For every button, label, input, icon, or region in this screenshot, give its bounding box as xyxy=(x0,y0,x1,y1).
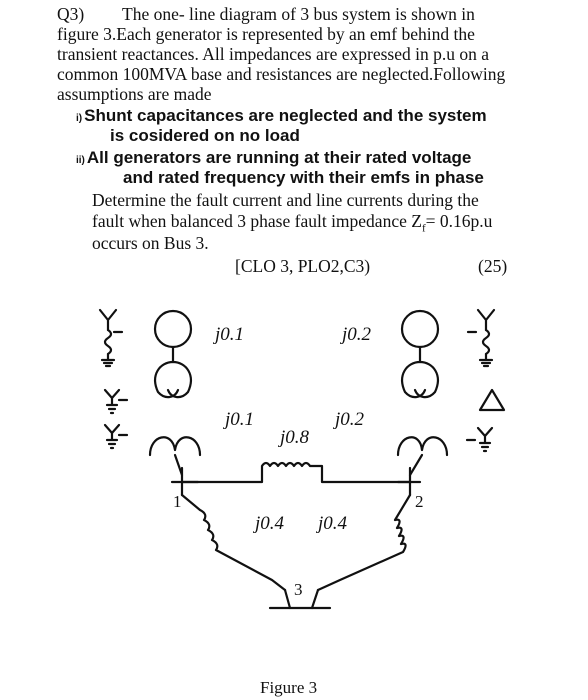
question-line-4: common 100MVA base and resistances are neglected.Following xyxy=(57,64,506,84)
left-generator-icon xyxy=(155,311,191,347)
bus-3-label: 3 xyxy=(294,580,303,599)
right-transformer-icon xyxy=(398,362,447,455)
fault-subscript: f xyxy=(421,222,426,235)
clo-tag: [CLO 3, PLO2,C3) xyxy=(235,256,371,276)
line-12-reactance: j0.8 xyxy=(280,427,310,448)
task-line-1: Determine the fault current and line currents during the xyxy=(92,190,479,210)
question-line-3: transient reactances. All impedances are expressed in p.u on a xyxy=(57,44,489,64)
left-gen-ground-icon xyxy=(100,310,122,366)
task-line-2: fault when balanced 3 phase fault impedance $Z_f= 0.16p.u$ xyxy=(92,211,493,235)
tx-right-reactance: j0.2 xyxy=(335,409,365,430)
question-line-1: The one- line diagram of 3 bus system is shown in xyxy=(122,4,475,24)
question-line-5: assumptions are made xyxy=(57,84,212,104)
tx-to-bus1 xyxy=(175,455,182,475)
delta-icon xyxy=(480,390,504,410)
task-line-3: occurs on Bus 3. xyxy=(92,233,209,253)
question-line-2: figure 3.Each generator is represented by an emf behind the xyxy=(57,24,475,44)
gen-right-reactance: j0.2 xyxy=(342,324,372,345)
tx-to-bus2 xyxy=(410,455,422,475)
figure-caption: Figure 3 xyxy=(260,678,318,697)
question-number: Q3) xyxy=(57,4,85,24)
right-tx-winding-icon xyxy=(467,428,492,451)
line-13-reactance: j0.4 xyxy=(255,513,285,534)
left-tx-winding-icons xyxy=(105,390,127,448)
line-2-3 xyxy=(318,495,410,590)
bus-2-label: 2 xyxy=(415,492,424,511)
fault-value: = 0.16p.u xyxy=(425,211,493,231)
left-transformer-icon xyxy=(150,362,200,455)
right-generator-icon xyxy=(402,311,438,347)
assumption-1-line-2: is cosidered on no load xyxy=(110,126,300,145)
line-23-reactance: j0.4 xyxy=(318,513,348,534)
assumption-2-line-1: ii) All generators are running at their rated voltage xyxy=(76,148,472,167)
one-line-diagram xyxy=(0,280,588,700)
right-gen-ground-icon xyxy=(468,310,494,366)
assumption-2-marker: ii) xyxy=(76,155,85,166)
tx-left-reactance: j0.1 xyxy=(225,409,255,430)
line-1-3 xyxy=(182,495,285,590)
assumption-1-marker: i) xyxy=(76,113,83,124)
marks: (25) xyxy=(478,256,508,276)
line-1-2 xyxy=(182,463,410,482)
assumption-1-line-1: i) Shunt capacitances are neglected and the system xyxy=(76,106,487,125)
assumption-2-line-2: and rated frequency with their emfs in phase xyxy=(123,168,484,187)
gen-left-reactance: j0.1 xyxy=(215,324,245,345)
bus-1-label: 1 xyxy=(173,492,182,511)
